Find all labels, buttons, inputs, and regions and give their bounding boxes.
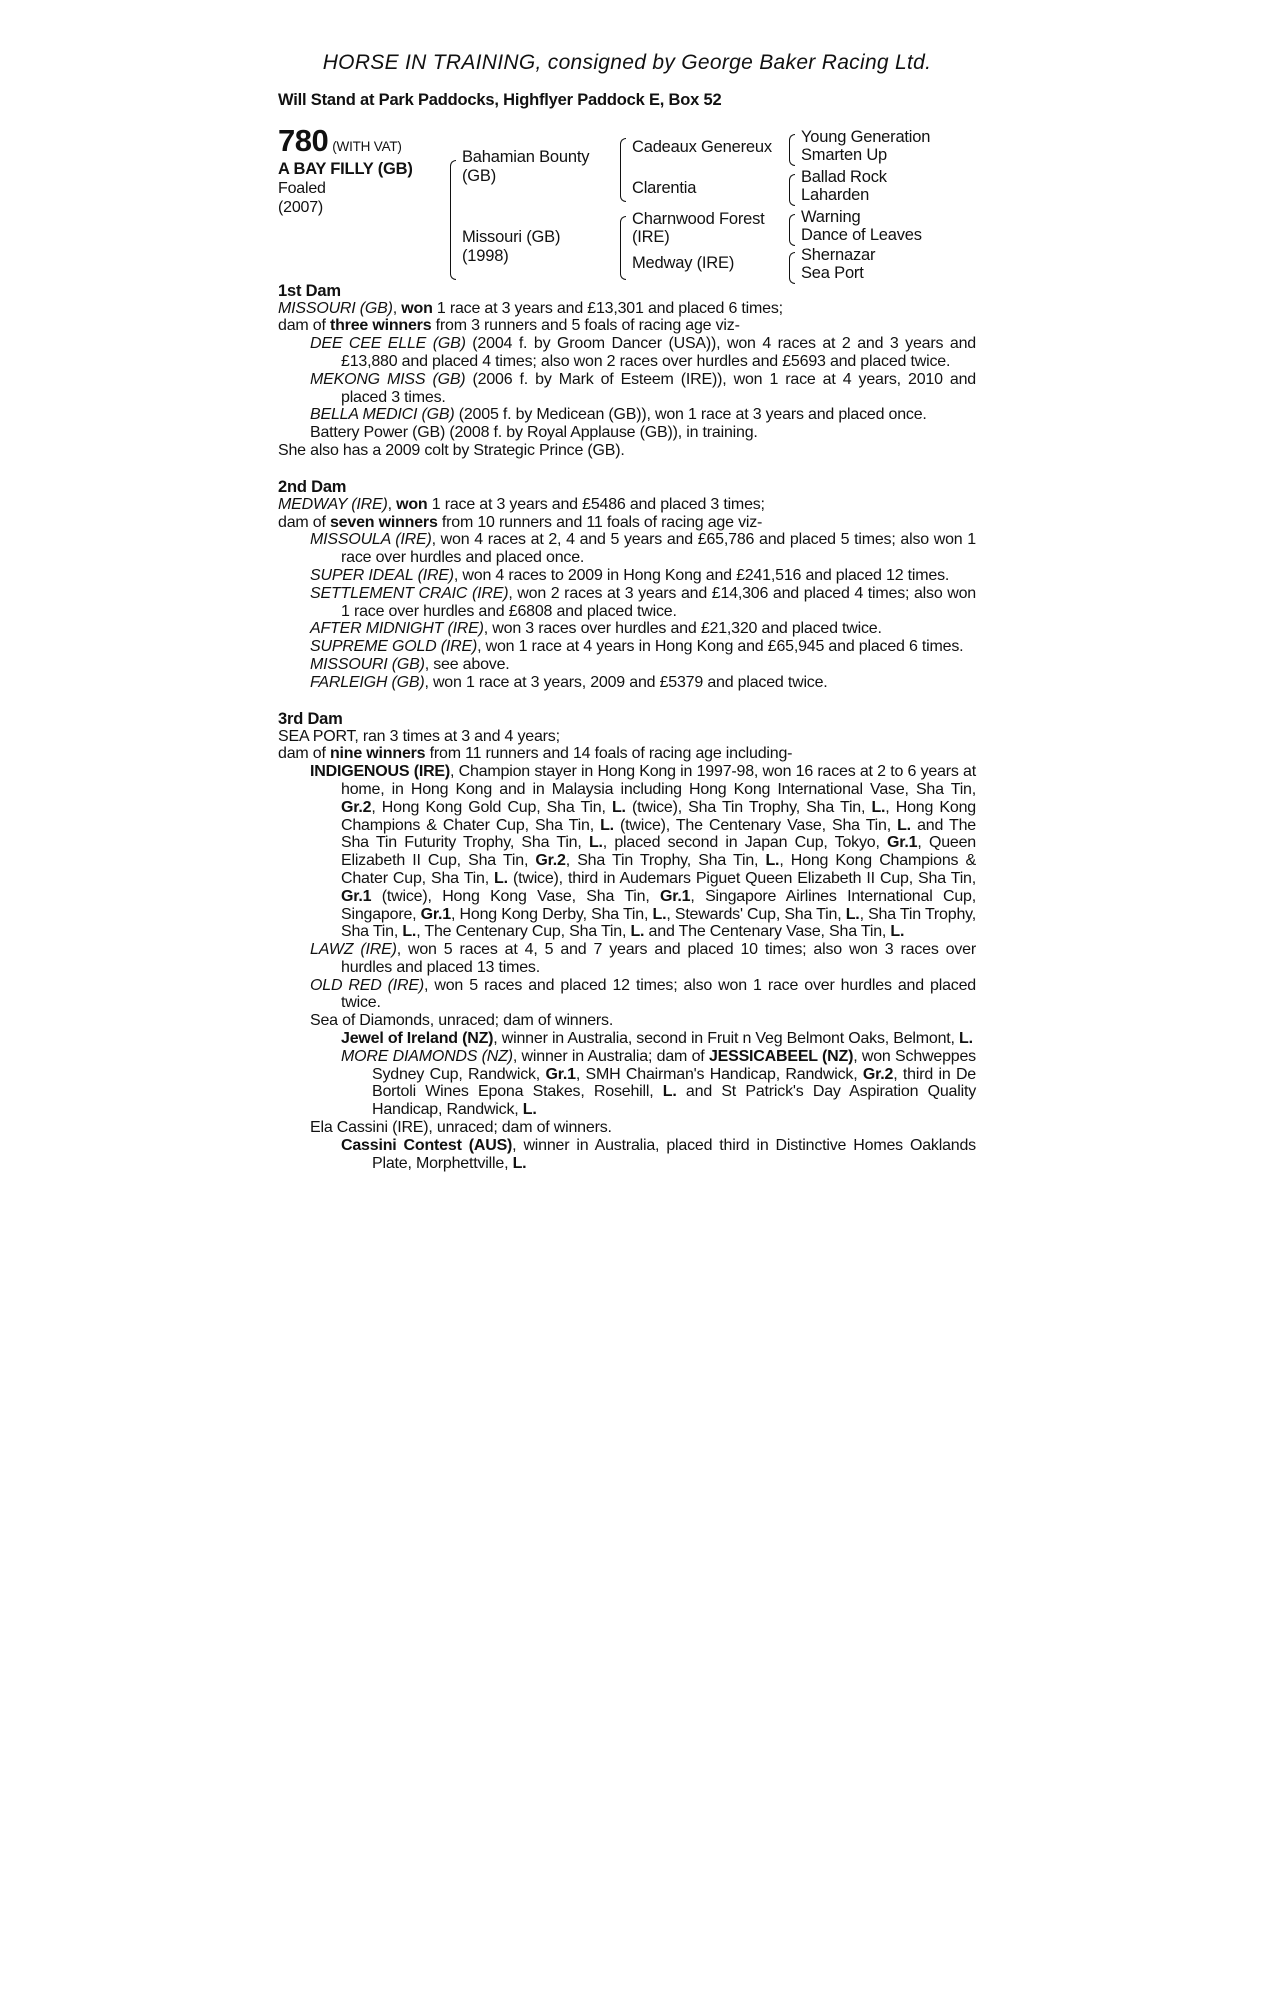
produce-entry: LAWZ (IRE), won 5 races at 4, 5 and 7 years and placed 10 times; also won 3 races over hurdles and placed 13 times. (310, 941, 976, 976)
produce-entry: SUPER IDEAL (IRE), won 4 races to 2009 in Hong Kong and £241,516 and placed 12 times. (310, 566, 950, 584)
catalogue-page (278, 51, 977, 1172)
brace-ggs-1 (789, 134, 795, 166)
brace-ggs-3 (789, 214, 795, 246)
produce-entry: Sea of Diamonds, unraced; dam of winners. (310, 1012, 614, 1030)
produce-entry: Battery Power (GB) (2008 f. by Royal Applause (GB)), in training. (310, 424, 758, 442)
produce-entry: FARLEIGH (GB), won 1 race at 3 years, 2009 and £5379 and placed twice. (310, 673, 828, 691)
dam-year: (1998) (462, 246, 509, 265)
produce-entry: Jewel of Ireland (NZ), winner in Australia, second in Fruit n Veg Belmont Oaks, Belmont, L. (341, 1030, 973, 1048)
brace-sire (620, 138, 626, 202)
produce-entry: MEKONG MISS (GB) (2006 f. by Mark of Esteem (IRE)), won 1 race at 4 years, 2010 and placed 3 times. (310, 370, 976, 406)
grandsire-1: Cadeaux Genereux (632, 137, 772, 156)
third-dam-produce: dam of nine winners from 11 runners and 14 foals of racing age including- (278, 745, 793, 763)
produce-entry: AFTER MIDNIGHT (IRE), won 3 races over hurdles and £21,320 and placed twice. (310, 620, 882, 638)
ggs-5: Warning (801, 207, 861, 226)
produce-entry: BELLA MEDICI (GB) (2005 f. by Medicean (GB)), won 1 race at 3 years and placed once. (310, 406, 927, 424)
lot-number: 780 (278, 122, 329, 158)
foaled-year: (2007) (278, 199, 324, 217)
ggs-2: Smarten Up (801, 145, 888, 164)
second-dam-record: MEDWAY (IRE), won 1 race at 3 years and £5486 and placed 3 times; (278, 495, 765, 513)
granddam-1-country: (IRE) (632, 227, 670, 246)
brace-ggs-4 (789, 252, 795, 284)
sire-country: (GB) (462, 166, 497, 185)
ggs-8: Sea Port (801, 263, 864, 282)
brace-dam (620, 216, 626, 280)
brace-lot (450, 160, 456, 280)
sire-name: Bahamian Bounty (462, 147, 590, 166)
produce-entry: MISSOURI (GB), see above. (310, 655, 510, 673)
granddam-2: Medway (IRE) (632, 253, 735, 272)
produce-entry: MISSOULA (IRE), won 4 races at 2, 4 and 5 years and £65,786 and placed 5 times; also won 1 race over hurdles and placed once. (310, 531, 976, 567)
first-dam-note: She also has a 2009 colt by Strategic Prince (GB). (278, 441, 625, 459)
produce-entry: MORE DIAMONDS (NZ), winner in Australia; dam of JESSICABEEL (NZ), won Schweppes Sydney Cup, Randwick, Gr.1, SMH Chairman's Handicap, Randwick, Gr.2, third in De Bortoli Wines Epona Stakes, Rosehill, L. and St Patrick's Day Aspiration Quality Handicap, Randwick, L. (341, 1047, 977, 1119)
foaled-label: Foaled (278, 180, 326, 198)
first-dam-record: MISSOURI (GB), won 1 race at 3 years and £13,301 and placed 6 times; (278, 299, 783, 317)
grandsire-2: Clarentia (632, 178, 697, 197)
first-dam-heading: 1st Dam (278, 281, 341, 300)
second-dam-produce: dam of seven winners from 10 runners and 11 foals of racing age viz- (278, 513, 763, 531)
produce-entry: OLD RED (IRE), won 5 races and placed 12 times; also won 1 race over hurdles and placed twice. (310, 976, 976, 1012)
brace-ggs-2 (789, 174, 795, 206)
lot-info (278, 122, 413, 218)
consignor-header: HORSE IN TRAINING, consigned by George Baker Racing Ltd. (322, 51, 932, 74)
produce-entry: Cassini Contest (AUS), winner in Australia, placed third in Distinctive Homes Oaklands Plate, Morphettville, L. (341, 1136, 976, 1172)
produce-entry: SETTLEMENT CRAIC (IRE), won 2 races at 3 years and £14,306 and placed 4 times; also won 1 race over hurdles and £6808 and placed twice. (310, 584, 977, 620)
third-dam-heading: 3rd Dam (278, 709, 343, 728)
ggs-3: Ballad Rock (801, 167, 887, 186)
vat-note: (WITH VAT) (332, 138, 402, 154)
ggs-4: Laharden (801, 185, 870, 204)
pedigree-block (278, 122, 976, 282)
third-dam-record: SEA PORT, ran 3 times at 3 and 4 years; (278, 727, 560, 745)
ggs-1: Young Generation (801, 127, 931, 146)
indigenous-entry: INDIGENOUS (IRE), Champion stayer in Hong Kong in 1997-98, won 16 races at 2 to 6 years at home, in Hong Kong and in Malaysia including Hong Kong International Vase, Sha Tin, Gr.2, Hong Kong Gold Cup, Sha Tin, L. (twice), Sha Tin Trophy, Sha Tin, L., Hong Kong Champions & Chater Cup, Sha Tin, L. (twice), The Centenary Vase, Sha Tin, L. and The Sha Tin Futurity Trophy, Sha Tin, L., placed second in Japan Cup, Tokyo, Gr.1, Queen Elizabeth II Cup, Sha Tin, Gr.2, Sha Tin Trophy, Sha Tin, L., Hong Kong Champions & Chater Cup, Sha Tin, L. (twice), third in Audemars Piguet Queen Elizabeth II Cup, Sha Tin, Gr.1 (twice), Hong Kong Vase, Sha Tin, Gr.1, Singapore Airlines International Cup, Singapore, Gr.1, Hong Kong Derby, Sha Tin, L., Stewards' Cup, Sha Tin, L., Sha Tin Trophy, Sha Tin, L., The Centenary Cup, Sha Tin, L. and The Centenary Vase, Sha Tin, L. (310, 763, 977, 941)
second-dam-heading: 2nd Dam (278, 477, 347, 496)
produce-entry: DEE CEE ELLE (GB) (2004 f. by Groom Dancer (USA)), won 4 races at 2 and 3 years and £13,880 and placed 4 times; also won 2 races over hurdles and £5693 and placed twice. (310, 335, 976, 370)
dam-name: Missouri (GB) (462, 227, 561, 246)
granddam-1: Charnwood Forest (632, 209, 765, 228)
ggs-7: Shernazar (801, 245, 876, 264)
horse-name: A BAY FILLY (GB) (278, 160, 413, 179)
produce-entry: Ela Cassini (IRE), unraced; dam of winners. (310, 1119, 612, 1137)
first-dam-produce: dam of three winners from 3 runners and 5 foals of racing age viz- (278, 317, 740, 335)
produce-entry: SUPREME GOLD (IRE), won 1 race at 4 years in Hong Kong and £65,945 and placed 6 times. (310, 638, 964, 656)
ggs-6: Dance of Leaves (801, 225, 922, 244)
stand-location: Will Stand at Park Paddocks, Highflyer Paddock E, Box 52 (278, 90, 722, 109)
